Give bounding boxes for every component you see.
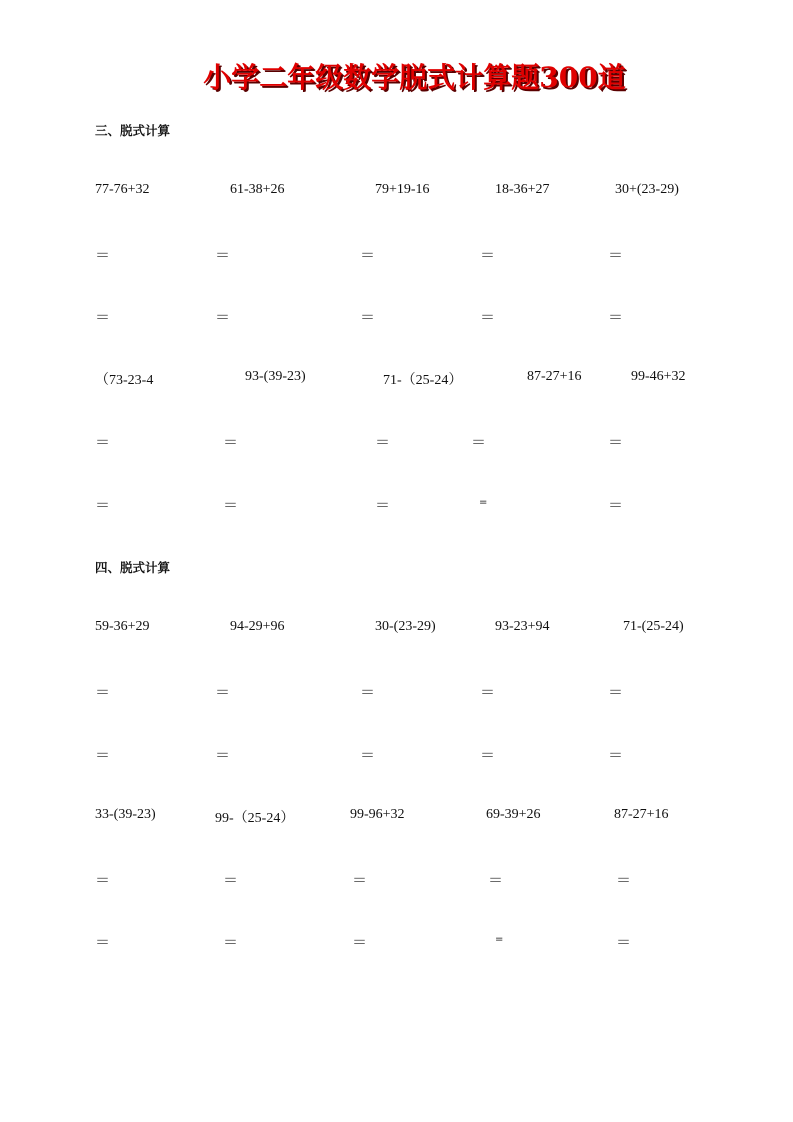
equals-sign: ＝ xyxy=(215,308,231,326)
equals-sign: ＝ xyxy=(616,933,632,951)
equals-sign: ＝ xyxy=(480,246,496,264)
equals-sign: ＝ xyxy=(95,308,111,326)
answer-row xyxy=(0,744,793,764)
equals-sign: ＝ xyxy=(375,433,391,451)
equals-sign: ＝ xyxy=(360,683,376,701)
problem-expression: 30-(23-29) xyxy=(375,619,436,634)
problem-expression: 99-96+32 xyxy=(350,807,405,822)
equals-sign: ＝ xyxy=(223,933,239,951)
problem-expression: 99-（25-24） xyxy=(215,811,295,826)
problem-expression: 79+19-16 xyxy=(375,182,430,197)
problem-expression: 30+(23-29) xyxy=(615,182,679,197)
equals-sign: ＝ xyxy=(95,933,111,951)
equals-sign: ＝ xyxy=(360,746,376,764)
equals-sign: ＝ xyxy=(95,871,111,889)
problem-expression: 93-(39-23) xyxy=(245,369,306,384)
answer-row xyxy=(0,306,793,326)
problem-expression: 69-39+26 xyxy=(486,807,541,822)
equals-sign: ＝ xyxy=(480,308,496,326)
answer-row xyxy=(0,869,793,889)
problem-expression: 71-（25-24） xyxy=(383,373,463,388)
problem-expression: 59-36+29 xyxy=(95,619,150,634)
equals-sign: ＝ xyxy=(215,683,231,701)
section-heading-3: 三、脱式计算 xyxy=(95,123,171,138)
equals-sign: ＝ xyxy=(471,433,487,451)
equals-sign: ＝ xyxy=(375,496,391,514)
problem-expression: 71-(25-24) xyxy=(623,619,684,634)
problem-row xyxy=(0,182,793,202)
equals-sign: ＝ xyxy=(215,746,231,764)
answer-row xyxy=(0,431,793,451)
problem-row xyxy=(0,619,793,639)
equals-sign: ＝ xyxy=(95,246,111,264)
equals-sign: ＝ xyxy=(223,433,239,451)
equals-sign: ＝ xyxy=(223,871,239,889)
equals-sign: ＝ xyxy=(215,246,231,264)
problem-expression: 99-46+32 xyxy=(631,369,686,384)
equals-sign: ＝ xyxy=(352,933,368,951)
problem-expression: 87-27+16 xyxy=(614,807,669,822)
answer-row xyxy=(0,931,793,951)
equals-sign: ＝ xyxy=(360,308,376,326)
equals-sign: ＝ xyxy=(480,746,496,764)
answer-row xyxy=(0,244,793,264)
problem-expression: 87-27+16 xyxy=(527,369,582,384)
equals-sign: = xyxy=(479,497,488,508)
problem-expression: （73-23-4 xyxy=(95,373,154,388)
equals-sign: ＝ xyxy=(608,308,624,326)
answer-row xyxy=(0,681,793,701)
problem-expression: 61-38+26 xyxy=(230,182,285,197)
problem-expression: 33-(39-23) xyxy=(95,807,156,822)
equals-sign: ＝ xyxy=(616,871,632,889)
equals-sign: ＝ xyxy=(488,871,504,889)
equals-sign: ＝ xyxy=(480,683,496,701)
problem-expression: 18-36+27 xyxy=(495,182,550,197)
equals-sign: ＝ xyxy=(95,746,111,764)
problem-expression: 94-29+96 xyxy=(230,619,285,634)
problem-row xyxy=(0,807,793,827)
page-title: 小学二年级数学脱式计算题300道 xyxy=(203,61,626,94)
section-heading-4: 四、脱式计算 xyxy=(95,560,171,575)
equals-sign: ＝ xyxy=(95,683,111,701)
answer-row xyxy=(0,494,793,514)
equals-sign: ＝ xyxy=(608,433,624,451)
equals-sign: = xyxy=(495,934,504,945)
equals-sign: ＝ xyxy=(608,246,624,264)
equals-sign: ＝ xyxy=(95,433,111,451)
problem-row xyxy=(0,369,793,389)
equals-sign: ＝ xyxy=(608,496,624,514)
equals-sign: ＝ xyxy=(608,746,624,764)
equals-sign: ＝ xyxy=(360,246,376,264)
problem-expression: 93-23+94 xyxy=(495,619,550,634)
equals-sign: ＝ xyxy=(352,871,368,889)
equals-sign: ＝ xyxy=(608,683,624,701)
equals-sign: ＝ xyxy=(95,496,111,514)
problem-expression: 77-76+32 xyxy=(95,182,150,197)
equals-sign: ＝ xyxy=(223,496,239,514)
